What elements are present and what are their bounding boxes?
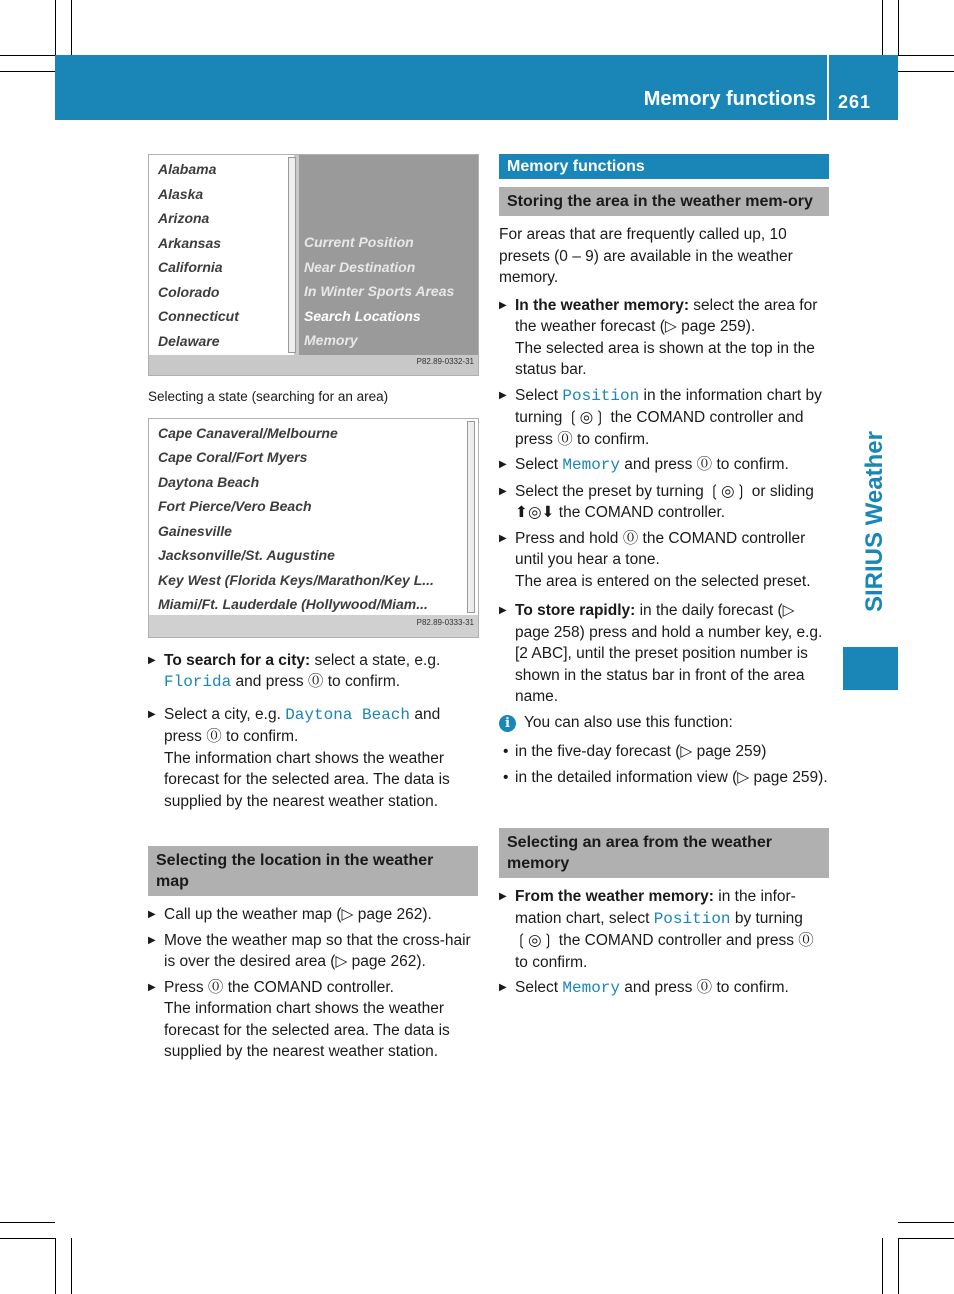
instruction-step: ▶ In the weather memory: select the area for the weather forecast (▷ page 259). The selected area is shown at the top in the status bar. <box>499 295 829 381</box>
list-item[interactable]: Arkansas <box>158 234 222 251</box>
figure-caption: Selecting a state (searching for an area) <box>148 389 389 404</box>
crop-mark <box>898 1222 954 1223</box>
crop-mark <box>898 1238 899 1294</box>
list-item[interactable]: Miami/Ft. Lauderdale (Hollywood/Miam... <box>158 596 428 612</box>
menu-item[interactable]: Current Position <box>304 234 414 250</box>
crop-mark <box>0 71 55 72</box>
crop-mark <box>55 1238 56 1294</box>
right-column <box>499 154 829 1000</box>
menu-item[interactable]: Near Destination <box>304 258 416 275</box>
instruction-step: ▶ To store rapidly: in the daily forecast (▷ page 258) press and hold a number key, e.g. [2 ABC], until the preset position number is shown in the status bar in front of the area name. <box>499 600 829 708</box>
instruction-step: ▶ Select Memory and press ⓪ to confirm. <box>499 977 829 1000</box>
list-item[interactable]: Daytona Beach <box>158 473 260 490</box>
crop-mark <box>898 1238 954 1239</box>
page-title: Memory functions <box>643 88 816 110</box>
crop-mark <box>898 0 899 55</box>
page-number: 261 <box>838 92 872 112</box>
menu-item[interactable]: In Winter Sports Areas <box>304 283 455 299</box>
screenshot-state-selection <box>148 154 479 376</box>
header-divider <box>827 55 829 120</box>
list-item: • in the detailed information view (▷ page 259). <box>499 767 829 789</box>
image-code: P82.89-0333-31 <box>416 618 474 627</box>
crop-mark <box>0 1238 55 1239</box>
scrollbar[interactable] <box>467 421 475 613</box>
subsection-heading: Selecting an area from the weather memory <box>499 828 829 878</box>
state-list <box>153 157 293 353</box>
info-note: i You can also use this function: <box>499 712 829 734</box>
left-column <box>148 154 478 1063</box>
list-item[interactable]: Key West (Florida Keys/Marathon/Key L... <box>158 571 434 588</box>
list-item[interactable]: California <box>158 259 223 275</box>
scrollbar[interactable] <box>288 157 296 353</box>
list-item[interactable]: Cape Coral/Fort Myers <box>158 449 308 465</box>
list-item: • in the five-day forecast (▷ page 259) <box>499 741 829 763</box>
list-item[interactable]: Fort Pierce/Vero Beach <box>158 498 312 514</box>
menu-item[interactable]: Memory <box>304 332 358 348</box>
crop-mark <box>55 0 56 55</box>
subsection-heading: Storing the area in the weather mem-ory <box>499 187 829 216</box>
crop-mark <box>898 55 954 56</box>
crop-mark <box>71 1238 72 1294</box>
instruction-step: ▶ Select Memory and press ⓪ to confirm. <box>499 454 829 477</box>
instruction-step: ▶ Move the weather map so that the cross-hair is over the desired area (▷ page 262). <box>148 930 478 973</box>
crop-mark <box>71 0 72 55</box>
info-icon: i <box>499 715 516 732</box>
side-tab <box>843 647 898 690</box>
list-item[interactable]: Colorado <box>158 283 220 300</box>
screenshot-city-selection <box>148 418 479 638</box>
chapter-label: SIRIUS Weather <box>861 431 888 612</box>
list-item[interactable]: Alaska <box>158 185 204 202</box>
crop-mark <box>898 71 954 72</box>
list-item[interactable]: Jacksonville/St. Augustine <box>158 547 335 563</box>
instruction-step: ▶ Select a city, e.g. Daytona Beach and press ⓪ to confirm. The information chart shows the weather forecast for the selected area. The data is supplied by the nearest weather station. <box>148 704 478 813</box>
section-heading: Memory functions <box>499 154 829 179</box>
menu-item[interactable]: Search Locations <box>304 307 421 324</box>
instruction-step: ▶ To search for a city: select a state, e.g. Florida and press ⓪ to confirm. <box>148 650 478 694</box>
city-list <box>153 421 463 617</box>
list-item[interactable]: Delaware <box>158 332 220 349</box>
instruction-step: ▶ Call up the weather map (▷ page 262). <box>148 904 478 926</box>
crop-mark <box>0 55 55 56</box>
list-item[interactable]: Gainesville <box>158 522 232 539</box>
instruction-step: ▶ Select Position in the information chart by turning ❲◎❳ the COMAND controller and press ⓪ to confirm. <box>499 385 829 451</box>
list-item[interactable]: Arizona <box>158 210 210 226</box>
crop-mark <box>0 1222 55 1223</box>
crop-mark <box>882 1238 883 1294</box>
crop-mark <box>882 0 883 55</box>
list-item[interactable]: Alabama <box>158 161 217 177</box>
search-menu <box>299 230 454 353</box>
image-code: P82.89-0332-31 <box>416 356 474 366</box>
instruction-step: ▶ Press and hold ⓪ the COMAND controller until you hear a tone. The area is entered on the selected preset. <box>499 528 829 593</box>
list-item[interactable]: Connecticut <box>158 308 239 324</box>
instruction-step: ▶ Press ⓪ the COMAND controller. The information chart shows the weather forecast for the selected area. The data is supplied by the nearest weather station. <box>148 977 478 1063</box>
intro-text: For areas that are frequently called up, 10 presets (0 – 9) are available in the weather memory. <box>499 226 793 286</box>
instruction-step: ▶ From the weather memory: in the infor-mation chart, select Position by turning ❲◎❳ the COMAND controller and press ⓪ to confirm. <box>499 886 829 973</box>
list-item[interactable]: Cape Canaveral/Melbourne <box>158 424 338 441</box>
instruction-step: ▶ Select the preset by turning ❲◎❳ or sliding ⬆◎⬇ the COMAND controller. <box>499 481 829 524</box>
section-heading: Selecting the location in the weather map <box>148 846 478 896</box>
